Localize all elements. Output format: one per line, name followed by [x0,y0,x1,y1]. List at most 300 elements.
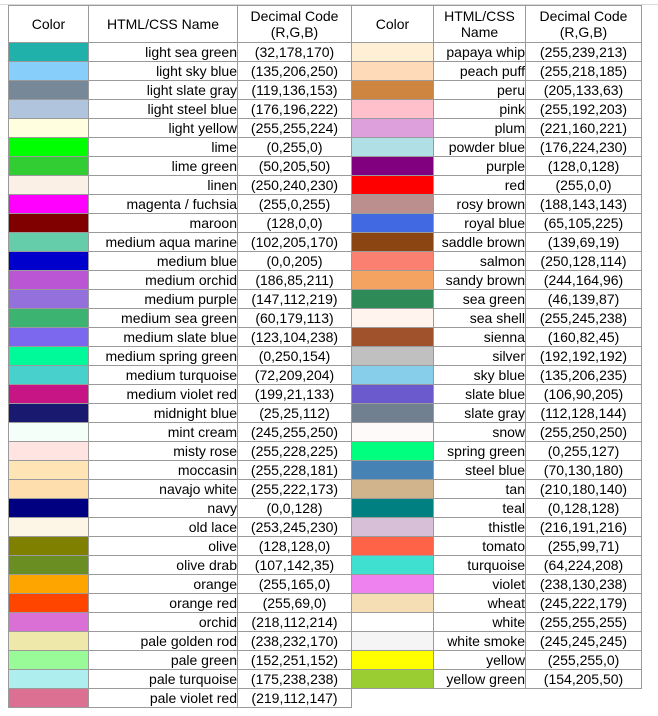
color-name: medium blue [89,252,238,271]
color-name: orchid [89,613,238,632]
color-swatch-cell [352,651,434,670]
color-swatch [9,43,88,61]
color-swatch-cell [352,138,434,157]
color-code: (72,209,204) [238,366,352,385]
color-code: (255,0,255) [238,195,352,214]
table-row [9,347,642,366]
color-swatch-cell [352,271,434,290]
color-swatch-cell [9,214,89,233]
color-name: medium violet red [89,385,238,404]
color-swatch-cell [352,556,434,575]
table-row [9,518,642,537]
color-name: white smoke [434,632,526,651]
color-code: (107,142,35) [238,556,352,575]
color-swatch [9,157,88,175]
color-name: turquoise [434,556,526,575]
table-row [9,43,642,62]
color-swatch [352,480,433,498]
color-name: pale violet red [89,689,238,708]
color-swatch [352,81,433,99]
color-swatch [352,556,433,574]
color-name: mint cream [89,423,238,442]
color-swatch-cell [352,290,434,309]
color-swatch-cell [352,309,434,328]
color-swatch [352,43,433,61]
color-swatch [352,670,433,688]
color-swatch-cell [9,290,89,309]
color-swatch [9,537,88,555]
table-row [9,100,642,119]
color-swatch-cell [352,214,434,233]
color-swatch [9,404,88,422]
color-swatch-cell [9,100,89,119]
color-code: (255,239,213) [526,43,642,62]
color-name: yellow [434,651,526,670]
empty-cell [526,689,642,708]
color-code: (32,178,170) [238,43,352,62]
table-row [9,632,642,651]
color-name: pale golden rod [89,632,238,651]
color-swatch [9,461,88,479]
color-code: (238,232,170) [238,632,352,651]
color-swatch [9,271,88,289]
color-name: red [434,176,526,195]
color-name: light yellow [89,119,238,138]
color-name: peru [434,81,526,100]
color-swatch [9,575,88,593]
color-code: (253,245,230) [238,518,352,537]
color-code: (255,255,0) [526,651,642,670]
color-code: (250,128,114) [526,252,642,271]
color-swatch [9,689,88,707]
color-name: violet [434,575,526,594]
color-swatch-cell [9,670,89,689]
header-color: Color [9,6,89,43]
color-swatch-cell [9,81,89,100]
color-swatch [9,328,88,346]
color-code: (250,240,230) [238,176,352,195]
color-swatch [352,290,433,308]
color-code: (186,85,211) [238,271,352,290]
color-code: (147,112,219) [238,290,352,309]
color-name: light steel blue [89,100,238,119]
color-code: (255,255,255) [526,613,642,632]
color-swatch [352,518,433,536]
color-swatch [352,423,433,441]
color-swatch-cell [352,461,434,480]
table-row [9,575,642,594]
color-name: thistle [434,518,526,537]
color-swatch [9,138,88,156]
color-name: medium spring green [89,347,238,366]
color-name: sea shell [434,309,526,328]
color-name: lime green [89,157,238,176]
color-swatch-cell [9,138,89,157]
color-swatch-cell [352,575,434,594]
color-name: pale turquoise [89,670,238,689]
header-html-css-name-2 [434,6,526,43]
color-code: (255,218,185) [526,62,642,81]
table-row [9,385,642,404]
color-code: (255,192,203) [526,100,642,119]
color-name: purple [434,157,526,176]
color-swatch [352,195,433,213]
color-code: (255,165,0) [238,575,352,594]
color-code: (152,251,152) [238,651,352,670]
color-name: slate blue [434,385,526,404]
color-swatch [352,176,433,194]
color-swatch [352,575,433,593]
table-row [9,214,642,233]
color-swatch [9,252,88,270]
color-code: (255,69,0) [238,594,352,613]
color-table [8,5,642,708]
color-swatch [9,385,88,403]
color-swatch [352,461,433,479]
color-swatch [9,499,88,517]
color-swatch [9,290,88,308]
color-name: light slate gray [89,81,238,100]
header-decimal-code [238,6,352,43]
color-swatch-cell [9,442,89,461]
color-name: peach puff [434,62,526,81]
color-swatch [9,214,88,232]
header-row [9,6,642,43]
color-code: (128,0,128) [526,157,642,176]
color-name: medium orchid [89,271,238,290]
color-name: medium purple [89,290,238,309]
color-swatch-cell [9,43,89,62]
color-code: (128,128,0) [238,537,352,556]
color-code: (245,245,245) [526,632,642,651]
color-name: midnight blue [89,404,238,423]
color-code: (244,164,96) [526,271,642,290]
color-name: medium aqua marine [89,233,238,252]
color-swatch-cell [9,594,89,613]
color-name: linen [89,176,238,195]
color-name: tomato [434,537,526,556]
color-name: olive [89,537,238,556]
color-name: royal blue [434,214,526,233]
color-code: (0,255,127) [526,442,642,461]
color-code: (160,82,45) [526,328,642,347]
table-row [9,157,642,176]
table-row [9,480,642,499]
color-name: maroon [89,214,238,233]
color-swatch [9,366,88,384]
color-swatch [352,651,433,669]
color-name: light sky blue [89,62,238,81]
color-swatch-cell [352,119,434,138]
color-code: (216,191,216) [526,518,642,537]
color-swatch [9,556,88,574]
color-swatch-cell [352,480,434,499]
color-swatch-cell [352,632,434,651]
color-code: (245,222,179) [526,594,642,613]
table-row [9,195,642,214]
color-code: (205,133,63) [526,81,642,100]
header-html-css-name-2-line1: HTML/CSS [444,8,515,24]
color-code: (255,228,225) [238,442,352,461]
table-row [9,404,642,423]
color-swatch-cell [9,575,89,594]
table-row [9,309,642,328]
table-row [9,252,642,271]
table-row [9,176,642,195]
color-swatch-cell [352,157,434,176]
color-swatch-cell [352,328,434,347]
color-code: (175,238,238) [238,670,352,689]
color-code: (70,130,180) [526,461,642,480]
color-code: (255,222,173) [238,480,352,499]
color-code: (102,205,170) [238,233,352,252]
color-code: (50,205,50) [238,157,352,176]
color-swatch [9,119,88,137]
color-code: (65,105,225) [526,214,642,233]
color-swatch [9,62,88,80]
color-code: (135,206,235) [526,366,642,385]
color-code: (64,224,208) [526,556,642,575]
color-code: (255,0,0) [526,176,642,195]
header-html-css-name: HTML/CSS Name [89,6,238,43]
color-code: (176,196,222) [238,100,352,119]
color-name: sandy brown [434,271,526,290]
color-swatch [352,252,433,270]
color-name: sea green [434,290,526,309]
color-swatch-cell [9,366,89,385]
color-name: medium turquoise [89,366,238,385]
color-name: navy [89,499,238,518]
color-code: (255,228,181) [238,461,352,480]
color-code: (176,224,230) [526,138,642,157]
color-swatch-cell [9,613,89,632]
color-swatch [9,347,88,365]
color-code: (123,104,238) [238,328,352,347]
table-row [9,651,642,670]
color-code: (0,0,205) [238,252,352,271]
color-code: (0,255,0) [238,138,352,157]
color-swatch-cell [9,423,89,442]
color-swatch [9,518,88,536]
color-swatch [352,328,433,346]
color-swatch-cell [9,252,89,271]
color-swatch [352,119,433,137]
color-name: sienna [434,328,526,347]
color-swatch [9,480,88,498]
color-name: misty rose [89,442,238,461]
color-swatch-cell [352,43,434,62]
color-swatch [9,233,88,251]
color-swatch-cell [9,176,89,195]
color-swatch [352,100,433,118]
color-swatch [352,613,433,631]
color-swatch-cell [352,100,434,119]
color-code: (219,112,147) [238,689,352,708]
color-swatch-cell [9,62,89,81]
color-name: medium slate blue [89,328,238,347]
table-row [9,499,642,518]
table-row [9,119,642,138]
color-swatch-cell [352,233,434,252]
color-code: (255,250,250) [526,423,642,442]
color-code: (221,160,221) [526,119,642,138]
color-swatch [352,632,433,650]
color-swatch-cell [352,594,434,613]
color-name: teal [434,499,526,518]
table-row [9,537,642,556]
color-code: (119,136,153) [238,81,352,100]
color-name: plum [434,119,526,138]
color-code: (218,112,214) [238,613,352,632]
color-swatch-cell [9,461,89,480]
color-swatch-cell [9,233,89,252]
color-name: navajo white [89,480,238,499]
table-row [9,328,642,347]
color-swatch-cell [352,499,434,518]
color-swatch [352,594,433,612]
color-swatch-cell [9,556,89,575]
table-row [9,81,642,100]
color-code: (46,139,87) [526,290,642,309]
color-swatch-cell [9,195,89,214]
color-code: (199,21,133) [238,385,352,404]
color-code: (135,206,250) [238,62,352,81]
table-row [9,670,642,689]
color-swatch-cell [9,537,89,556]
color-swatch [352,214,433,232]
empty-cell [434,689,526,708]
table-row [9,689,642,708]
header-decimal-code-2 [526,6,642,43]
color-swatch [9,670,88,688]
table-row [9,138,642,157]
header-decimal-code-2-line1: Decimal Code [539,8,628,24]
color-code: (255,245,238) [526,309,642,328]
color-swatch-cell [352,81,434,100]
color-swatch-cell [352,442,434,461]
color-swatch-cell [9,632,89,651]
color-code: (25,25,112) [238,404,352,423]
color-swatch-cell [352,195,434,214]
table-row [9,594,642,613]
color-swatch-cell [9,271,89,290]
color-code: (139,69,19) [526,233,642,252]
color-swatch-cell [9,518,89,537]
table-body [9,43,642,708]
color-swatch-cell [352,518,434,537]
color-swatch [9,632,88,650]
color-swatch [9,309,88,327]
color-swatch [352,385,433,403]
color-name: wheat [434,594,526,613]
color-code: (188,143,143) [526,195,642,214]
table-row [9,366,642,385]
empty-cell [352,689,434,708]
color-code: (238,130,238) [526,575,642,594]
color-swatch-cell [9,499,89,518]
color-name: silver [434,347,526,366]
header-decimal-code-line1: Decimal Code [250,8,339,24]
color-swatch-cell [352,613,434,632]
color-name: moccasin [89,461,238,480]
color-swatch-cell [352,366,434,385]
color-name: snow [434,423,526,442]
color-swatch [352,499,433,517]
table-row [9,423,642,442]
color-swatch-cell [9,404,89,423]
table-row [9,556,642,575]
color-swatch-cell [352,423,434,442]
color-name: orange [89,575,238,594]
color-swatch-cell [9,328,89,347]
header-decimal-code-2-line2: (R,G,B) [559,24,608,40]
header-decimal-code-line2: (R,G,B) [270,24,319,40]
color-name: lime [89,138,238,157]
color-name: sky blue [434,366,526,385]
color-name: white [434,613,526,632]
color-swatch [9,81,88,99]
color-name: slate gray [434,404,526,423]
color-code: (0,128,128) [526,499,642,518]
color-swatch [352,138,433,156]
color-swatch [352,233,433,251]
color-swatch-cell [9,119,89,138]
color-name: magenta / fuchsia [89,195,238,214]
color-name: spring green [434,442,526,461]
color-swatch-cell [352,385,434,404]
color-swatch-cell [352,176,434,195]
color-swatch [9,176,88,194]
color-code: (192,192,192) [526,347,642,366]
color-name: olive drab [89,556,238,575]
color-code: (128,0,0) [238,214,352,233]
color-swatch [9,594,88,612]
color-name: salmon [434,252,526,271]
color-name: old lace [89,518,238,537]
color-swatch [9,195,88,213]
color-name: tan [434,480,526,499]
color-code: (106,90,205) [526,385,642,404]
color-code: (255,255,224) [238,119,352,138]
color-swatch [352,366,433,384]
table-row [9,613,642,632]
color-swatch-cell [9,651,89,670]
color-swatch-cell [352,670,434,689]
table-row [9,461,642,480]
color-swatch [352,309,433,327]
color-swatch-cell [9,347,89,366]
color-name: light sea green [89,43,238,62]
color-swatch [352,442,433,460]
color-swatch-cell [352,537,434,556]
color-table-sheet [8,5,642,708]
header-html-css-name-2-line2: Name [460,24,499,40]
color-swatch-cell [9,157,89,176]
color-swatch [352,537,433,555]
color-swatch-cell [9,480,89,499]
table-row [9,271,642,290]
color-swatch-cell [352,252,434,271]
color-swatch [9,423,88,441]
color-swatch-cell [352,62,434,81]
table-row [9,233,642,252]
color-name: orange red [89,594,238,613]
color-swatch-cell [9,385,89,404]
color-swatch [9,100,88,118]
color-swatch [352,404,433,422]
color-name: pink [434,100,526,119]
color-swatch [9,651,88,669]
